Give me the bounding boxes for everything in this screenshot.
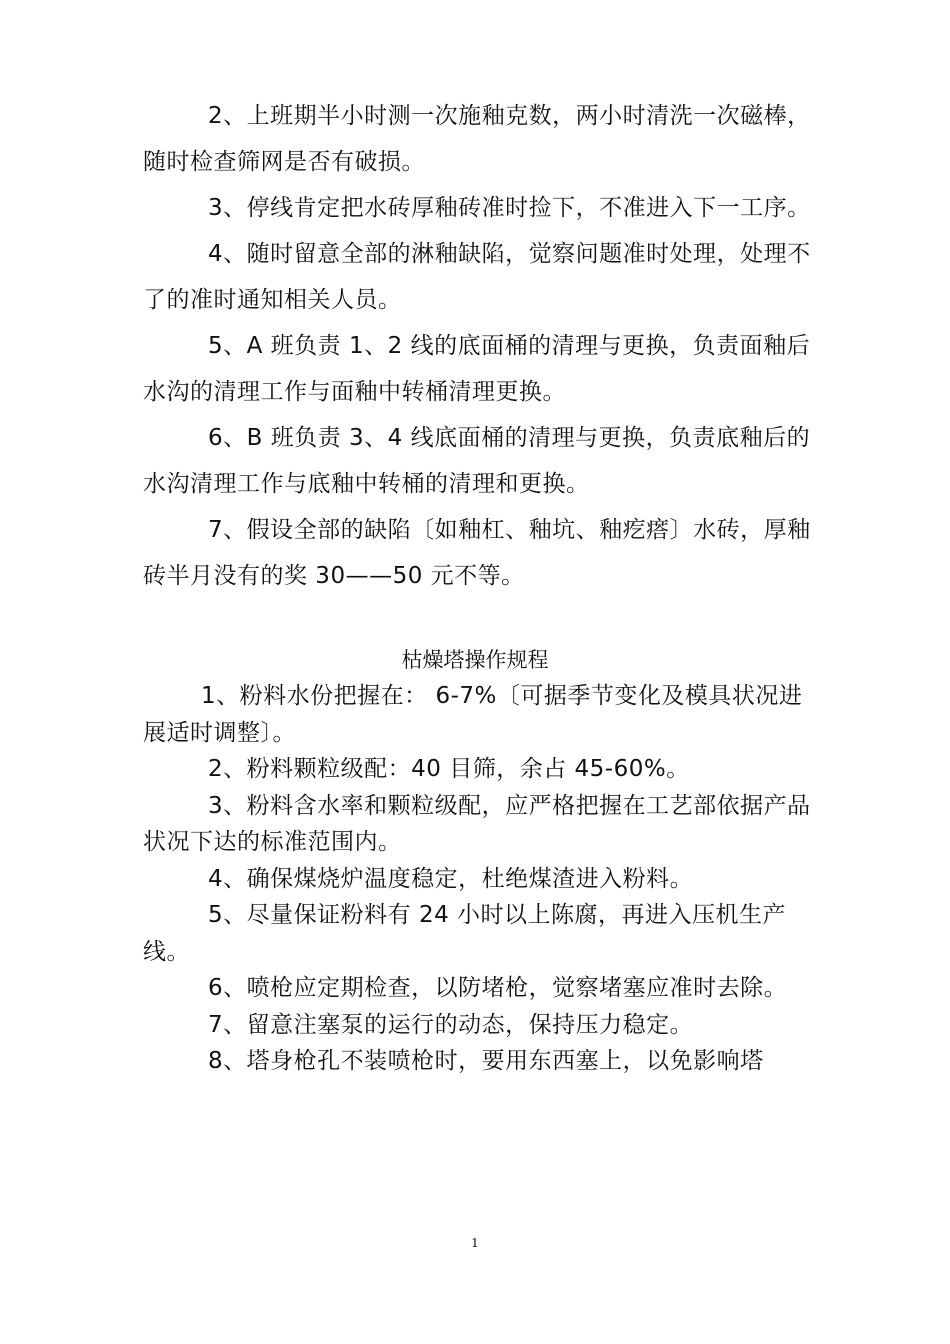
paragraph-rule-6: 6、B 班负责 3、4 线底面桶的清理与更换，负责底釉后的水沟清理工作与底釉中转桶的清理和更换。 — [143, 425, 811, 497]
paragraph-tower-rule-3: 3、粉料含水率和颗粒级配，应严格把握在工艺部依据产品状况下达的标准范围内。 — [143, 792, 811, 855]
page-number: 1 — [471, 1236, 479, 1250]
section-title: 枯燥塔操作规程 — [401, 648, 549, 672]
paragraph-tower-rule-2: 2、粉料颗粒级配：40 目筛，余占 45-60%。 — [208, 756, 690, 782]
paragraph-tower-rule-6: 6、喷枪应定期检查，以防堵枪，觉察堵塞应准时去除。 — [208, 975, 788, 1001]
paragraph-rule-4: 4、随时留意全部的淋釉缺陷，觉察问题准时处理，处理不了的准时通知相关人员。 — [143, 241, 811, 313]
paragraph-rule-3: 3、停线肯定把水砖厚釉砖准时捡下，不准进入下一工序。 — [208, 195, 811, 221]
paragraph-tower-rule-1: 1、粉料水份把握在： 6-7%〔可据季节变化及模具状况进展适时调整〕。 — [143, 683, 803, 746]
paragraph-tower-rule-5: 5、尽量保证粉料有 24 小时以上陈腐，再进入压机生产线。 — [143, 902, 787, 965]
paragraph-tower-rule-4: 4、确保煤烧炉温度稳定，杜绝煤渣进入粉料。 — [208, 865, 694, 892]
drying-tower-rules-section — [143, 678, 823, 1080]
paragraph-tower-rule-7: 7、留意注塞泵的运行的动态，保持压力稳定。 — [208, 1011, 694, 1038]
paragraph-tower-rule-8: 8、塔身枪孔不装喷枪时，要用东西塞上，以免影响塔 — [208, 1048, 764, 1074]
glazing-rules-section — [143, 93, 823, 599]
paragraph-rule-5: 5、A 班负责 1、2 线的底面桶的清理与更换，负责面釉后水沟的清理工作与面釉中转桶清理更换。 — [143, 333, 811, 405]
paragraph-rule-7: 7、假设全部的缺陷〔如釉杠、釉坑、釉疙瘩〕水砖，厚釉砖半月没有的奖 30——50 元不等。 — [143, 517, 811, 589]
paragraph-rule-2: 2、上班期半小时测一次施釉克数，两小时清洗一次磁棒，随时检查筛网是否有破损。 — [143, 103, 811, 175]
